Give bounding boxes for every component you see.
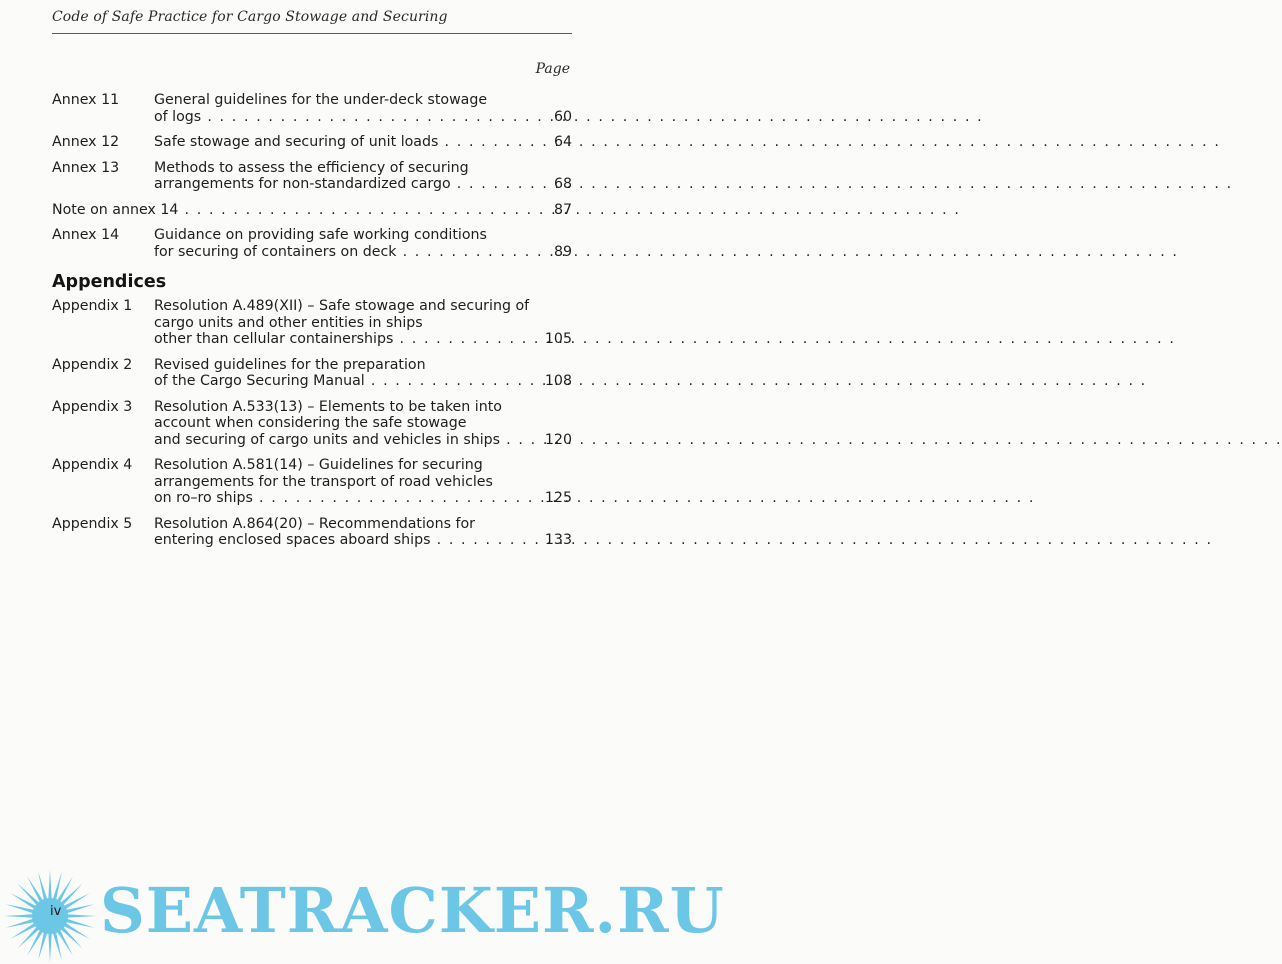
toc-entry-title [52,202,522,219]
running-head: Code of Safe Practice for Cargo Stowage and Securing [52,9,448,25]
table-of-contents [52,92,572,558]
toc-entry-page: 133 [544,532,572,548]
header-rule [52,33,572,34]
toc-entry-title [154,92,522,125]
toc-entry-title [154,357,522,390]
toc-entry-page: 105 [544,331,572,347]
toc-entry-title-line: Note on annex 14 . . . [52,202,522,219]
toc-entry-title-line: of the Cargo Securing Manual . . . [154,373,522,390]
toc-entry-title [154,298,530,348]
toc-entry [52,160,572,193]
toc-entry-label: Appendix 2 [52,356,133,373]
toc-entry-title [154,399,522,449]
appendices-heading: Appendices [52,272,167,292]
toc-entry-title [154,160,522,193]
toc-entry [52,457,572,507]
toc-entry-page: 68 [553,176,572,192]
toc-entry-title-line: Resolution A.489(XII) – Safe stowage and securing of [154,298,530,314]
toc-entry-label: Appendix 3 [52,398,133,415]
appendix-list [52,298,572,549]
toc-entry-label: Annex 13 [52,159,120,176]
toc-entry-page: 108 [544,373,572,389]
toc-entry-title-line: Resolution A.864(20) – Recommendations for [154,515,475,532]
toc-entry [52,298,572,348]
toc-entry-page: 87 [553,201,572,218]
toc-entry-label: Appendix 4 [52,457,133,473]
toc-entry-title-line: on ro–ro ships . . . [154,490,522,507]
toc-entry-title-line: Resolution A.533(13) – Elements to be taken into [154,398,502,415]
toc-entry [52,399,572,449]
page-column-label: Page [535,61,570,77]
toc-entry-title-line: Revised guidelines for the preparation [154,356,426,373]
toc-entry-title [154,516,522,549]
toc-entry-page: 89 [553,243,572,260]
annex-list [52,92,572,260]
toc-entry-label: Appendix 5 [52,515,133,532]
toc-entry [52,227,572,260]
toc-entry-label: Annex 14 [52,227,120,243]
watermark-logo: SEATRACKER.RU [100,874,725,947]
toc-entry-page: 64 [553,134,572,150]
toc-entry-label: Annex 11 [52,92,120,108]
toc-entry [52,92,572,125]
toc-entry-title-line: entering enclosed spaces aboard ships . . . [154,532,522,549]
toc-entry [52,357,572,390]
toc-entry [52,516,572,549]
toc-entry-label: Annex 12 [52,134,120,150]
toc-entry-title-line: arrangements for the transport of road vehicles [154,473,493,490]
toc-entry-title-line: General guidelines for the under-deck stowage [154,92,488,108]
toc-entry [52,134,572,151]
toc-entry-title [154,227,522,260]
toc-entry-title-line: arrangements for non-standardized cargo . . . [154,176,522,193]
toc-entry-title [154,134,522,151]
toc-entry-title-line: and securing of cargo units and vehicles in ships . . . [154,432,522,449]
toc-entry-title-line: of logs . . . [154,109,522,126]
toc-entry-title-line: account when considering the safe stowage [154,415,467,431]
toc-entry-title [154,457,522,507]
toc-entry [52,202,572,219]
toc-entry-title-line: Resolution A.581(14) – Guidelines for securing [154,457,483,473]
toc-entry-title-line: Methods to assess the efficiency of securing [154,159,469,176]
toc-entry-title-line: Safe stowage and securing of unit loads . . . [154,134,522,151]
toc-entry-page: 60 [553,108,572,125]
toc-entry-title-line: Guidance on providing safe working conditions [154,227,487,243]
toc-entry-title-line: for securing of containers on deck . . . [154,244,522,261]
footer [0,862,725,959]
toc-entry-page: 125 [544,490,572,506]
toc-entry-title-line: cargo units and other entities in ships [154,314,423,331]
toc-entry-label: Appendix 1 [52,298,133,314]
page-number: iv [50,904,62,919]
toc-entry-page: 120 [544,431,572,448]
toc-entry-title-line: other than cellular containerships . . . [154,331,522,348]
